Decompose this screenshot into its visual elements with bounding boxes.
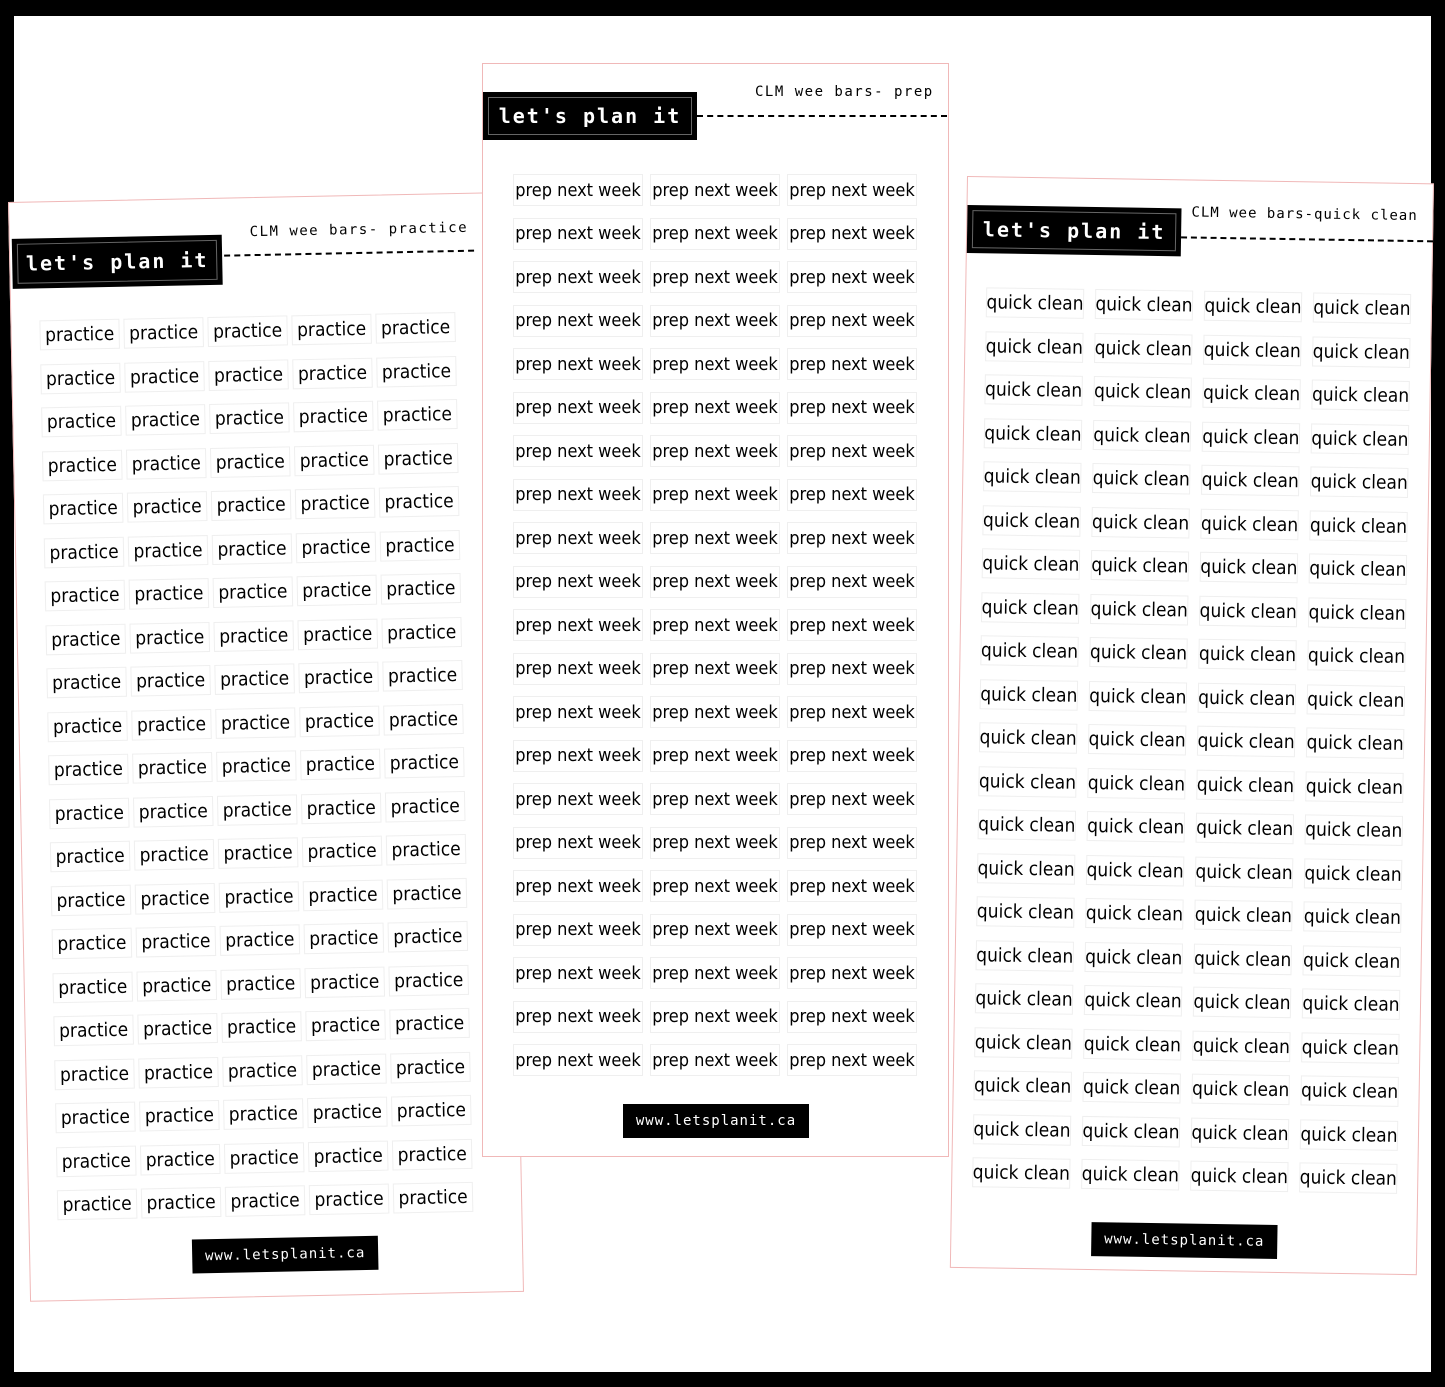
sticker-label: practice bbox=[220, 924, 301, 956]
sheet-title: CLM wee bars-quick clean bbox=[1191, 204, 1418, 225]
sticker-label: prep next week bbox=[650, 957, 780, 989]
dashed-rule bbox=[1181, 236, 1433, 242]
sticker-label: practice bbox=[207, 315, 288, 347]
sticker-label: practice bbox=[308, 1140, 389, 1172]
sticker-label: quick clean bbox=[1194, 943, 1292, 975]
sticker-label: prep next week bbox=[650, 261, 780, 293]
sticker-label: quick clean bbox=[1305, 771, 1403, 803]
sticker-label: quick clean bbox=[1091, 507, 1189, 539]
sticker-label: quick clean bbox=[984, 374, 1082, 406]
sticker-label: practice bbox=[381, 573, 462, 605]
sticker-label: quick clean bbox=[1305, 814, 1403, 846]
sticker-label: prep next week bbox=[787, 914, 917, 946]
sticker-label: quick clean bbox=[1306, 727, 1404, 759]
sticker-label: practice bbox=[210, 446, 291, 478]
sticker-label: prep next week bbox=[513, 783, 643, 815]
sticker-label: quick clean bbox=[1200, 552, 1298, 584]
sticker-label: quick clean bbox=[984, 418, 1082, 450]
sticker-label: quick clean bbox=[972, 1157, 1070, 1189]
sticker-label: prep next week bbox=[513, 696, 643, 728]
sticker-label: quick clean bbox=[1087, 767, 1185, 799]
website-label: www.letsplanit.ca bbox=[192, 1236, 379, 1274]
sticker-label: practice bbox=[384, 747, 465, 779]
sticker-label: quick clean bbox=[1311, 423, 1409, 455]
brand-logo-text: let's plan it bbox=[25, 247, 209, 276]
sticker-label: quick clean bbox=[1304, 858, 1402, 890]
sticker-label: practice bbox=[42, 449, 123, 481]
sticker-label: practice bbox=[211, 489, 292, 521]
sticker-label: practice bbox=[303, 879, 384, 911]
sticker-label: quick clean bbox=[1196, 769, 1294, 801]
sticker-grid bbox=[513, 174, 923, 1076]
sticker-label: practice bbox=[127, 491, 208, 523]
website-label: www.letsplanit.ca bbox=[623, 1104, 809, 1138]
sticker-label: practice bbox=[223, 1098, 304, 1130]
sticker-label: quick clean bbox=[1093, 420, 1191, 452]
sticker-label: quick clean bbox=[1202, 378, 1300, 410]
sticker-label: practice bbox=[141, 1187, 222, 1219]
sticker-label: practice bbox=[137, 1013, 218, 1045]
sticker-label: prep next week bbox=[787, 566, 917, 598]
sticker-label: quick clean bbox=[985, 331, 1083, 363]
sticker-label: practice bbox=[392, 1138, 473, 1170]
sticker-label: practice bbox=[217, 794, 298, 826]
sticker-label: practice bbox=[140, 1143, 221, 1175]
sticker-label: quick clean bbox=[1203, 334, 1301, 366]
sticker-label: prep next week bbox=[787, 870, 917, 902]
sticker-grid bbox=[972, 287, 1416, 1194]
sticker-label: quick clean bbox=[1198, 682, 1296, 714]
sticker-label: practice bbox=[379, 486, 460, 518]
sticker-label: quick clean bbox=[1204, 291, 1302, 323]
sticker-label: practice bbox=[389, 1008, 470, 1040]
sticker-label: practice bbox=[55, 1102, 136, 1134]
sticker-label: prep next week bbox=[787, 479, 917, 511]
sticker-label: practice bbox=[387, 877, 468, 909]
sticker-label: practice bbox=[216, 750, 297, 782]
sticker-label: quick clean bbox=[976, 940, 1074, 972]
sticker-label: practice bbox=[225, 1185, 306, 1217]
sticker-label: practice bbox=[212, 533, 293, 565]
sticker-label: practice bbox=[49, 797, 130, 829]
sticker-label: quick clean bbox=[1195, 856, 1293, 888]
sticker-label: quick clean bbox=[974, 1027, 1072, 1059]
sticker-label: quick clean bbox=[1190, 1161, 1288, 1193]
sticker-label: quick clean bbox=[973, 1114, 1071, 1146]
sticker-label: prep next week bbox=[787, 174, 917, 206]
sticker-label: practice bbox=[295, 488, 376, 520]
sticker-label: practice bbox=[382, 660, 463, 692]
sticker-label: prep next week bbox=[787, 1044, 917, 1076]
sticker-label: practice bbox=[378, 443, 459, 475]
sticker-label: practice bbox=[299, 705, 380, 737]
sticker-label: practice bbox=[293, 401, 374, 433]
brand-logo bbox=[483, 92, 697, 140]
sticker-label: prep next week bbox=[787, 653, 917, 685]
sticker-label: prep next week bbox=[513, 957, 643, 989]
sticker-label: quick clean bbox=[1191, 1117, 1289, 1149]
sticker-label: prep next week bbox=[787, 740, 917, 772]
sticker-label: practice bbox=[304, 923, 385, 955]
sticker-label: prep next week bbox=[513, 348, 643, 380]
sticker-label: quick clean bbox=[973, 1070, 1071, 1102]
sticker-grid bbox=[39, 312, 477, 1220]
sticker-label: quick clean bbox=[979, 722, 1077, 754]
sticker-label: practice bbox=[218, 837, 299, 869]
sticker-label: practice bbox=[46, 667, 127, 699]
sticker-label: practice bbox=[385, 790, 466, 822]
sticker-label: practice bbox=[50, 841, 131, 873]
sticker-label: prep next week bbox=[650, 914, 780, 946]
sticker-label: practice bbox=[309, 1184, 390, 1216]
brand-logo-text: let's plan it bbox=[498, 104, 682, 128]
sticker-label: practice bbox=[301, 792, 382, 824]
sticker-label: prep next week bbox=[787, 1001, 917, 1033]
sticker-label: prep next week bbox=[513, 305, 643, 337]
sticker-label: quick clean bbox=[1095, 289, 1193, 321]
sticker-label: practice bbox=[124, 361, 205, 393]
sticker-label: practice bbox=[131, 709, 212, 741]
sticker-label: practice bbox=[48, 754, 129, 786]
sticker-label: quick clean bbox=[1085, 898, 1183, 930]
sticker-label: practice bbox=[51, 884, 132, 916]
sticker-sheet-prep bbox=[482, 63, 949, 1157]
sticker-label: prep next week bbox=[513, 914, 643, 946]
sticker-label: practice bbox=[52, 928, 133, 960]
sticker-label: quick clean bbox=[1311, 379, 1409, 411]
sticker-label: practice bbox=[54, 1058, 135, 1090]
sticker-sheet-quick-clean bbox=[950, 176, 1434, 1275]
sticker-label: quick clean bbox=[1191, 1074, 1289, 1106]
sticker-label: prep next week bbox=[650, 218, 780, 250]
sticker-label: practice bbox=[41, 406, 122, 438]
sticker-label: quick clean bbox=[1313, 292, 1411, 324]
sticker-label: prep next week bbox=[650, 740, 780, 772]
sticker-label: prep next week bbox=[787, 609, 917, 641]
sticker-label: practice bbox=[224, 1142, 305, 1174]
sticker-label: quick clean bbox=[1084, 985, 1182, 1017]
sticker-label: practice bbox=[296, 531, 377, 563]
sticker-label: quick clean bbox=[1092, 463, 1190, 495]
sticker-label: practice bbox=[222, 1055, 303, 1087]
sticker-label: practice bbox=[297, 618, 378, 650]
sticker-label: prep next week bbox=[513, 1044, 643, 1076]
sticker-label: practice bbox=[123, 317, 204, 349]
sticker-label: quick clean bbox=[1302, 945, 1400, 977]
sticker-label: quick clean bbox=[1091, 550, 1189, 582]
sticker-label: quick clean bbox=[1081, 1159, 1179, 1191]
sticker-label: practice bbox=[291, 314, 372, 346]
sticker-label: quick clean bbox=[1301, 1032, 1399, 1064]
sticker-label: practice bbox=[383, 703, 464, 735]
sticker-label: quick clean bbox=[1086, 854, 1184, 886]
sticker-label: quick clean bbox=[982, 505, 1080, 537]
sticker-label: prep next week bbox=[513, 653, 643, 685]
sticker-label: practice bbox=[300, 749, 381, 781]
sticker-label: prep next week bbox=[787, 435, 917, 467]
sticker-label: quick clean bbox=[1308, 597, 1406, 629]
sticker-label: practice bbox=[388, 921, 469, 953]
sticker-label: quick clean bbox=[1199, 595, 1297, 627]
sticker-label: practice bbox=[53, 1015, 134, 1047]
sticker-label: practice bbox=[136, 969, 217, 1001]
sticker-label: prep next week bbox=[650, 392, 780, 424]
sticker-label: prep next week bbox=[513, 522, 643, 554]
sticker-label: quick clean bbox=[1082, 1115, 1180, 1147]
sticker-label: prep next week bbox=[513, 740, 643, 772]
sticker-label: quick clean bbox=[1088, 724, 1186, 756]
sticker-label: practice bbox=[39, 319, 120, 351]
sticker-label: practice bbox=[390, 1051, 471, 1083]
sticker-label: prep next week bbox=[650, 653, 780, 685]
sticker-label: quick clean bbox=[1312, 336, 1410, 368]
sticker-label: prep next week bbox=[513, 870, 643, 902]
sticker-label: quick clean bbox=[1198, 639, 1296, 671]
sticker-label: quick clean bbox=[1089, 637, 1187, 669]
sticker-label: practice bbox=[56, 1145, 137, 1177]
sticker-label: prep next week bbox=[787, 827, 917, 859]
sticker-label: practice bbox=[391, 1095, 472, 1127]
sticker-label: prep next week bbox=[650, 174, 780, 206]
sticker-label: prep next week bbox=[513, 609, 643, 641]
sticker-label: quick clean bbox=[1309, 553, 1407, 585]
sticker-label: quick clean bbox=[986, 287, 1084, 319]
sticker-label: practice bbox=[139, 1100, 220, 1132]
sticker-label: prep next week bbox=[650, 566, 780, 598]
sheet-title: CLM wee bars- prep bbox=[755, 84, 934, 100]
sticker-label: practice bbox=[208, 359, 289, 391]
sticker-label: quick clean bbox=[976, 896, 1074, 928]
sticker-label: quick clean bbox=[1085, 941, 1183, 973]
sticker-label: prep next week bbox=[787, 696, 917, 728]
sticker-label: prep next week bbox=[787, 522, 917, 554]
sticker-label: practice bbox=[292, 357, 373, 389]
sticker-label: practice bbox=[219, 881, 300, 913]
sticker-label: practice bbox=[305, 1010, 386, 1042]
sticker-label: practice bbox=[126, 448, 207, 480]
brand-logo bbox=[12, 235, 223, 289]
canvas bbox=[14, 16, 1431, 1372]
sticker-label: practice bbox=[40, 362, 121, 394]
sticker-sheet-practice bbox=[8, 192, 524, 1302]
sticker-label: quick clean bbox=[1302, 988, 1400, 1020]
sticker-label: quick clean bbox=[1083, 1028, 1181, 1060]
sticker-label: practice bbox=[380, 530, 461, 562]
sticker-label: prep next week bbox=[650, 435, 780, 467]
sticker-label: prep next week bbox=[787, 261, 917, 293]
sticker-label: practice bbox=[306, 1053, 387, 1085]
sticker-label: practice bbox=[381, 616, 462, 648]
sticker-label: prep next week bbox=[787, 218, 917, 250]
sticker-label: prep next week bbox=[787, 957, 917, 989]
sticker-label: practice bbox=[136, 926, 217, 958]
dashed-rule bbox=[697, 115, 947, 117]
sticker-label: practice bbox=[377, 399, 458, 431]
sheet-title: CLM wee bars- practice bbox=[249, 219, 469, 241]
sticker-label: practice bbox=[128, 535, 209, 567]
sticker-label: practice bbox=[130, 665, 211, 697]
sticker-label: practice bbox=[52, 971, 133, 1003]
sticker-label: practice bbox=[43, 493, 124, 525]
sticker-label: quick clean bbox=[1307, 640, 1405, 672]
sticker-label: practice bbox=[304, 966, 385, 998]
sticker-label: prep next week bbox=[513, 479, 643, 511]
sticker-label: prep next week bbox=[787, 392, 917, 424]
sticker-label: prep next week bbox=[650, 522, 780, 554]
sticker-label: quick clean bbox=[1200, 508, 1298, 540]
sticker-label: quick clean bbox=[1094, 333, 1192, 365]
sticker-label: prep next week bbox=[650, 696, 780, 728]
sticker-label: prep next week bbox=[513, 218, 643, 250]
sticker-label: prep next week bbox=[513, 392, 643, 424]
sticker-label: prep next week bbox=[650, 348, 780, 380]
sticker-label: quick clean bbox=[1090, 593, 1188, 625]
sticker-label: practice bbox=[375, 312, 456, 344]
sticker-label: quick clean bbox=[978, 809, 1076, 841]
brand-logo bbox=[967, 205, 1182, 256]
sticker-label: practice bbox=[307, 1097, 388, 1129]
sticker-label: quick clean bbox=[1201, 465, 1299, 497]
sticker-label: practice bbox=[138, 1056, 219, 1088]
sticker-label: quick clean bbox=[1196, 813, 1294, 845]
sticker-label: quick clean bbox=[980, 679, 1078, 711]
sticker-label: quick clean bbox=[1307, 684, 1405, 716]
sticker-label: quick clean bbox=[1310, 466, 1408, 498]
sticker-label: practice bbox=[132, 752, 213, 784]
sticker-label: prep next week bbox=[650, 827, 780, 859]
sticker-label: quick clean bbox=[975, 983, 1073, 1015]
sticker-label: practice bbox=[57, 1189, 138, 1221]
sticker-label: prep next week bbox=[650, 783, 780, 815]
sticker-label: practice bbox=[220, 968, 301, 1000]
sticker-label: quick clean bbox=[1299, 1162, 1397, 1194]
sticker-label: practice bbox=[133, 796, 214, 828]
sticker-label: practice bbox=[386, 834, 467, 866]
sticker-label: quick clean bbox=[980, 635, 1078, 667]
sticker-label: quick clean bbox=[1197, 726, 1295, 758]
sticker-label: practice bbox=[297, 575, 378, 607]
sticker-label: practice bbox=[302, 836, 383, 868]
sticker-label: practice bbox=[298, 662, 379, 694]
sticker-label: practice bbox=[129, 622, 210, 654]
sticker-label: quick clean bbox=[982, 548, 1080, 580]
sticker-label: practice bbox=[47, 710, 128, 742]
sticker-label: prep next week bbox=[513, 566, 643, 598]
sticker-label: prep next week bbox=[787, 783, 917, 815]
sticker-label: practice bbox=[215, 707, 296, 739]
sticker-label: practice bbox=[45, 623, 126, 655]
sticker-label: quick clean bbox=[1082, 1072, 1180, 1104]
sticker-label: practice bbox=[213, 576, 294, 608]
sticker-label: quick clean bbox=[978, 766, 1076, 798]
sticker-label: quick clean bbox=[977, 853, 1075, 885]
sticker-label: prep next week bbox=[650, 609, 780, 641]
sticker-label: quick clean bbox=[981, 592, 1079, 624]
sticker-label: quick clean bbox=[1192, 1030, 1290, 1062]
sticker-label: prep next week bbox=[650, 479, 780, 511]
sticker-label: practice bbox=[45, 580, 126, 612]
sticker-label: quick clean bbox=[1300, 1119, 1398, 1151]
sticker-label: quick clean bbox=[1202, 421, 1300, 453]
sticker-label: practice bbox=[129, 578, 210, 610]
sticker-label: prep next week bbox=[513, 827, 643, 859]
sticker-label: prep next week bbox=[787, 348, 917, 380]
sticker-label: practice bbox=[44, 536, 125, 568]
sticker-label: practice bbox=[376, 356, 457, 388]
sticker-label: prep next week bbox=[513, 1001, 643, 1033]
sticker-label: quick clean bbox=[1087, 811, 1185, 843]
dashed-rule bbox=[224, 250, 474, 257]
sticker-label: prep next week bbox=[650, 305, 780, 337]
sticker-label: quick clean bbox=[1309, 510, 1407, 542]
sticker-label: quick clean bbox=[1300, 1075, 1398, 1107]
sticker-label: prep next week bbox=[513, 261, 643, 293]
sticker-label: quick clean bbox=[1089, 680, 1187, 712]
sticker-label: quick clean bbox=[1194, 900, 1292, 932]
sticker-label: quick clean bbox=[1303, 901, 1401, 933]
sticker-label: practice bbox=[388, 964, 469, 996]
sticker-label: practice bbox=[221, 1011, 302, 1043]
website-label: www.letsplanit.ca bbox=[1091, 1222, 1278, 1259]
brand-logo-text: let's plan it bbox=[982, 217, 1166, 245]
sticker-label: prep next week bbox=[513, 174, 643, 206]
sticker-label: practice bbox=[214, 663, 295, 695]
sticker-label: prep next week bbox=[650, 1044, 780, 1076]
sticker-label: practice bbox=[213, 620, 294, 652]
sticker-label: quick clean bbox=[983, 461, 1081, 493]
sticker-label: practice bbox=[135, 882, 216, 914]
sticker-label: prep next week bbox=[650, 870, 780, 902]
sticker-label: practice bbox=[393, 1182, 474, 1214]
sticker-label: practice bbox=[209, 402, 290, 434]
sticker-label: prep next week bbox=[513, 435, 643, 467]
sticker-label: quick clean bbox=[1093, 376, 1191, 408]
sticker-label: quick clean bbox=[1193, 987, 1291, 1019]
sticker-label: practice bbox=[125, 404, 206, 436]
sticker-label: prep next week bbox=[787, 305, 917, 337]
sticker-label: prep next week bbox=[650, 1001, 780, 1033]
sticker-label: practice bbox=[294, 444, 375, 476]
sticker-label: practice bbox=[134, 839, 215, 871]
